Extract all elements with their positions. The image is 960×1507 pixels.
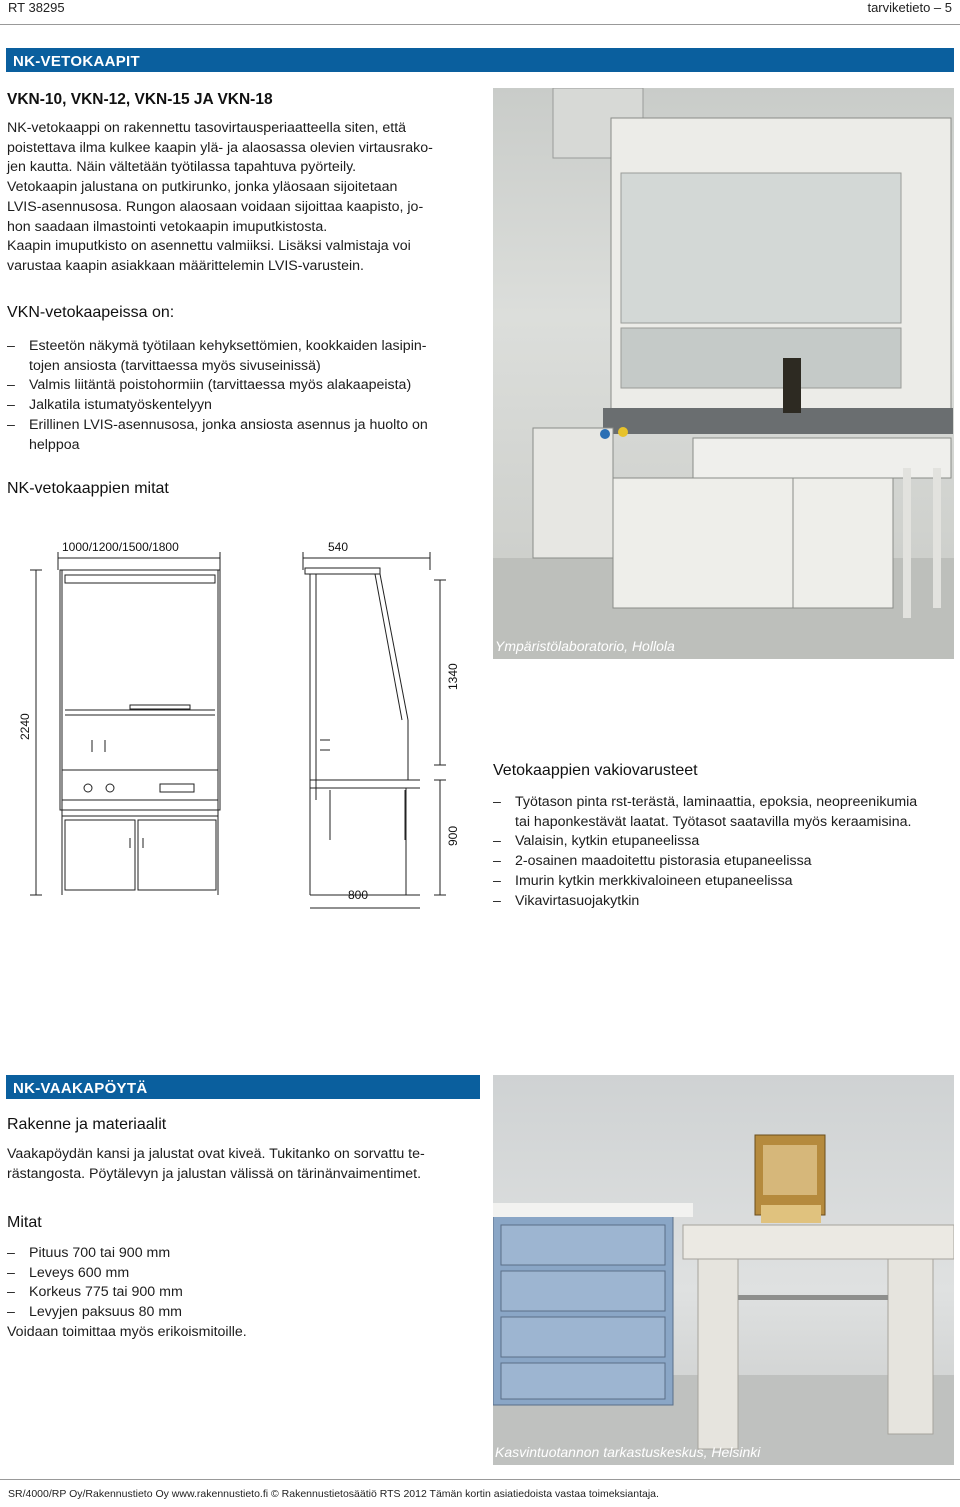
equipment-heading: Vetokaappien vakiovarusteet [493,762,698,779]
intro-line: varustaa kaapin asiakkaan määrittelemin LVIS-varustein. [7,257,364,274]
equipment-list [493,793,958,911]
equipment-item: – 2-osainen maadoitettu pistorasia etupaneelissa [493,852,958,872]
intro-line: Vetokaapin jalustana on putkirunko, jonka yläosaan sijoitetaan [7,179,398,196]
fume-cupboard-photo [493,88,954,659]
section-bar-title: NK-VETOKAAPIT [13,53,140,70]
page-label: tarviketieto – 5 [867,0,952,15]
feature-item: – Esteetön näkymä työtilaan kehyksettömien, kookkaiden lasipin- tojen ansiosta (tarvittaessa myös sivuseinissä) [7,337,477,376]
equipment-item: – Työtason pinta rst-terästä, laminaattia, epoksia, neopreenikumia tai haponkestävät laatat. Työtasot saatavilla myös keraamisina. [493,793,958,832]
measure-item: – Levyjen paksuus 80 mm [7,1303,307,1323]
structure-heading: Rakenne ja materiaalit [7,1116,167,1133]
features-heading: VKN-vetokaapeissa on: [7,304,175,321]
feature-item: – Valmis liitäntä poistohormiin (tarvittaessa myös alakaapeista) [7,376,477,396]
measures-list [7,1244,307,1323]
dim-depth-base-label: 800 [348,888,369,902]
fume-cupboard-illustration [493,88,954,659]
intro-line: poistettava ilma kulkee kaapin ylä- ja alaosassa olevien virtausrako- [7,139,433,156]
fume-photo-caption: Ympäristölaboratorio, Hollola [495,638,675,654]
balance-photo-caption: Kasvintuotannon tarkastuskeskus, Helsinki [495,1444,761,1460]
measure-item: – Korkeus 775 tai 900 mm [7,1283,307,1303]
features-list [7,337,477,455]
measure-item: – Pituus 700 tai 900 mm [7,1244,307,1264]
section-bar-vaakapoyta [6,1075,480,1099]
intro-line: LVIS-asennusosa. Rungon alaosaan voidaan sijoittaa kaapisto, jo- [7,198,424,215]
structure-line: rästangosta. Pöytälevyn ja jalustan välissä on tärinänvaimentimet. [7,1165,422,1182]
header-rule [0,24,960,25]
balance-table-photo [493,1075,954,1465]
dim-depth-label: 540 [328,540,349,554]
intro-line: NK-vetokaappi on rakennettu tasovirtausperiaatteella siten, että [7,120,407,136]
intro-line: jen kautta. Näin vältetään työtilassa tapahtuva pyörteily. [7,159,357,176]
intro-line: Kaapin imuputkisto on asennettu valmiiksi. Lisäksi valmistaja voi [7,238,411,255]
measures-note: Voidaan toimittaa myös erikoismitoille. [7,1324,247,1340]
intro-line: hon saadaan ilmastointi vetokaapin imuputkistosta. [7,218,328,235]
section-bar-title: NK-VAAKAPÖYTÄ [13,1080,148,1097]
doc-code: RT 38295 [8,0,65,15]
balance-table-illustration [493,1075,954,1465]
footer-rule [0,1479,960,1480]
dim-height-upper-label: 1340 [446,663,460,690]
dimension-drawing [10,540,480,920]
dimensions-heading: NK-vetokaappien mitat [7,480,169,497]
equipment-item: – Valaisin, kytkin etupaneelissa [493,832,958,852]
section-bar-vetokaapit [6,48,954,72]
dim-width-label: 1000/1200/1500/1800 [62,540,179,554]
measures-heading: Mitat [7,1214,42,1231]
equipment-item: – Imurin kytkin merkkivaloineen etupaneelissa [493,872,958,892]
structure-line: Vaakapöydän kansi ja jalustat ovat kiveä. Tukitanko on sorvattu te- [7,1146,425,1162]
intro-paragraph [7,119,465,277]
product-subtitle: VKN-10, VKN-12, VKN-15 JA VKN-18 [7,91,273,108]
measure-item: – Leveys 600 mm [7,1264,307,1284]
feature-item: – Erillinen LVIS-asennusosa, jonka ansiosta asennus ja huolto on helppoa [7,416,477,455]
equipment-item: – Vikavirtasuojakytkin [493,892,958,912]
dim-height-lower-label: 900 [446,825,460,846]
drawing-svg [10,540,480,920]
dim-height-total-label: 2240 [18,713,32,740]
feature-item: – Jalkatila istumatyöskentelyyn [7,396,477,416]
footer-text: SR/4000/RP Oy/Rakennustieto Oy www.rakennustieto.fi © Rakennustietosäätiö RTS 2012 Tämän kortin asiatiedoista vastaa toimeksiantaja. [8,1488,659,1500]
structure-paragraph [7,1145,477,1184]
